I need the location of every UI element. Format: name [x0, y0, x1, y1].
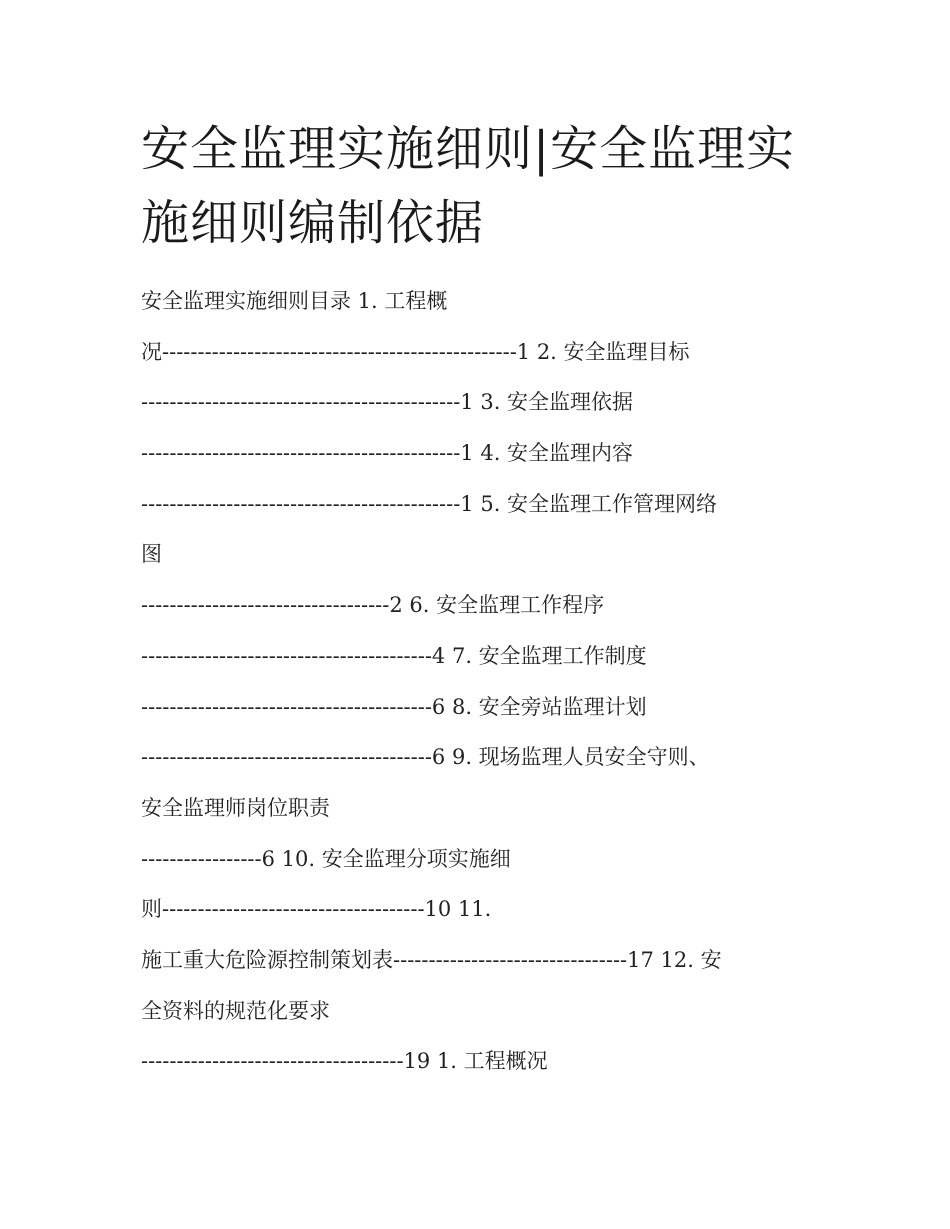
toc-line: 则-------------------------------------10 11. [141, 897, 492, 922]
toc-line: 安全监理师岗位职责 [141, 795, 330, 820]
toc-line: ---------------------------------------------1 3. 安全监理依据 [141, 390, 634, 415]
toc-line: 图 [141, 542, 162, 567]
toc-line: -----------------------------------------6 8. 安全旁站监理计划 [141, 694, 647, 719]
toc-line: -----------------------------------2 6. 安全监理工作程序 [141, 593, 605, 618]
title-line-2: 施细则编制依据 [141, 195, 485, 251]
title-line-1: 安全监理实施细则|安全监理实 [141, 121, 796, 177]
toc-line: -----------------------------------------6 9. 现场监理人员安全守则、 [141, 745, 710, 770]
table-of-contents [141, 276, 821, 1087]
toc-line: ---------------------------------------------1 5. 安全监理工作管理网络 [141, 491, 718, 516]
toc-line: ---------------------------------------------1 4. 安全监理内容 [141, 441, 634, 466]
toc-line: 施工重大危险源控制策划表---------------------------------17 12. 安 [141, 947, 722, 972]
toc-line: -------------------------------------19 1. 工程概况 [141, 1049, 548, 1074]
toc-line: 况--------------------------------------------------1 2. 安全监理目标 [141, 339, 690, 364]
toc-line: 全资料的规范化要求 [141, 998, 330, 1023]
toc-line: 安全监理实施细则目录 1. 工程概 [141, 289, 448, 313]
toc-line: -----------------6 10. 安全监理分项实施细 [141, 846, 511, 871]
document-title [141, 112, 821, 260]
toc-line: -----------------------------------------4 7. 安全监理工作制度 [141, 643, 647, 668]
